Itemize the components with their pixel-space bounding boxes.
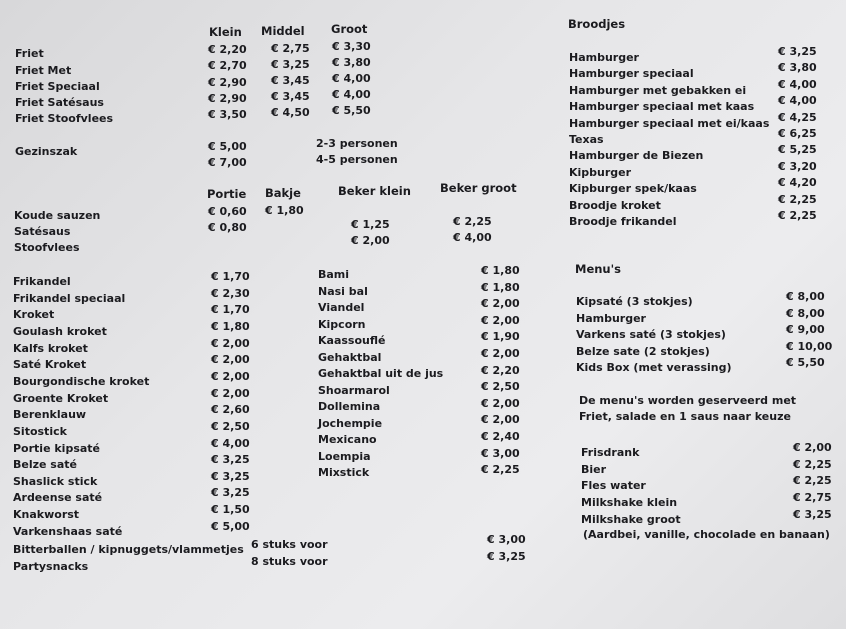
item-price: € 7,00 — [208, 156, 247, 169]
item-price: € 2,00 — [481, 396, 520, 410]
item-price: € 2,00 — [211, 353, 250, 367]
item-name: Hamburger met gebakken ei — [569, 83, 747, 97]
item-price: € 4,50 — [271, 106, 310, 119]
header-middel: Middel — [261, 24, 305, 38]
item-price: € 2,70 — [208, 59, 247, 72]
item-name: Shaslick stick — [13, 474, 98, 488]
item-name: Loempia — [318, 449, 371, 463]
item-price: € 2,75 — [271, 42, 310, 55]
item-name: Bier — [581, 462, 607, 476]
item-name: Belze sate (2 stokjes) — [576, 344, 710, 358]
item-price: € 2,00 — [793, 441, 832, 454]
item-price: € 3,25 — [487, 550, 526, 563]
item-price: € 3,25 — [271, 58, 310, 71]
header-beker-groot: Beker groot — [440, 181, 517, 195]
item-price: € 9,00 — [786, 323, 825, 336]
item-price: € 5,50 — [332, 104, 371, 117]
menus-title: Menu's — [575, 262, 621, 276]
item-price: € 2,00 — [481, 347, 520, 360]
item-name: Nasi bal — [318, 284, 368, 298]
family-size: 4-5 personen — [316, 153, 398, 166]
item-price: € 3,00 — [481, 446, 520, 460]
item-price: € 2,25 — [793, 457, 832, 471]
item-name: Mixstick — [318, 466, 370, 479]
item-price: € 2,75 — [793, 491, 832, 505]
item-name: Mexicano — [318, 433, 377, 446]
header-beker-klein: Beker klein — [338, 184, 411, 198]
item-price: € 5,25 — [778, 143, 817, 157]
item-name: Broodje frikandel — [569, 215, 677, 228]
item-price: € 2,00 — [211, 386, 250, 400]
item-name: Belze saté — [13, 458, 77, 472]
item-name: Texas — [569, 133, 604, 146]
menu-note: Friet, salade en 1 saus naar keuze — [579, 410, 791, 423]
item-price: € 2,20 — [481, 363, 520, 377]
bulk-qty: 6 stuks voor — [251, 538, 328, 551]
gezinszak-label: Gezinszak — [15, 145, 78, 158]
item-name: Stoofvlees — [14, 241, 80, 254]
item-price: € 4,25 — [778, 110, 817, 124]
item-name: Kalfs kroket — [13, 341, 88, 355]
item-price: € 0,80 — [208, 221, 247, 234]
item-price: € 3,80 — [778, 61, 817, 75]
item-name: Goulash kroket — [13, 324, 107, 338]
item-name: Hamburger — [576, 311, 646, 325]
item-price: € 5,50 — [786, 356, 825, 369]
item-price: € 0,60 — [208, 205, 247, 218]
family-size: 2-3 personen — [316, 137, 398, 150]
item-name: Broodje kroket — [569, 198, 661, 212]
item-name: Kipsaté (3 stokjes) — [576, 295, 693, 308]
item-price: € 8,00 — [786, 306, 825, 320]
item-name: Bami — [318, 268, 350, 281]
item-name: Viandel — [318, 301, 365, 314]
item-name: Ardeense saté — [13, 491, 103, 505]
item-price: € 4,00 — [778, 94, 817, 108]
item-price: € 1,90 — [481, 330, 520, 344]
item-name: Berenklauw — [13, 408, 87, 422]
item-price: € 3,25 — [211, 486, 250, 500]
item-price: € 2,50 — [211, 419, 250, 433]
bulk-qty: 8 stuks voor — [251, 555, 328, 568]
item-price: € 1,70 — [211, 303, 250, 317]
item-price: € 5,00 — [211, 519, 250, 533]
header-groot: Groot — [331, 22, 368, 36]
item-name: Saté Kroket — [13, 358, 87, 372]
item-price: € 4,20 — [778, 176, 817, 190]
item-price: € 5,00 — [208, 140, 247, 153]
item-name: Gehaktbal uit de jus — [318, 367, 444, 380]
item-price: € 2,00 — [481, 313, 520, 327]
item-price: € 1,50 — [211, 503, 250, 517]
item-name: Kaassouflé — [318, 334, 386, 347]
item-name: Hamburger de Biezen — [569, 149, 704, 163]
item-price: € 4,00 — [332, 88, 371, 101]
item-name: Gehaktbal — [318, 350, 382, 364]
item-price: € 2,25 — [778, 209, 817, 222]
item-price: € 1,80 — [265, 204, 304, 217]
item-price: € 3,30 — [332, 40, 371, 53]
item-price: € 2,90 — [208, 76, 247, 89]
header-portie: Portie — [207, 187, 247, 201]
item-price: € 2,00 — [481, 297, 520, 311]
item-name: Milkshake groot — [581, 512, 681, 526]
item-name: Friet Stoofvlees — [15, 112, 114, 125]
item-name: Sitostick — [13, 424, 67, 438]
item-name: Frikandel — [13, 275, 71, 288]
item-price: € 3,80 — [332, 56, 371, 69]
item-price: € 3,25 — [778, 45, 817, 58]
item-price: € 2,00 — [481, 413, 520, 427]
item-price: € 2,90 — [208, 92, 247, 105]
item-price: € 2,25 — [778, 192, 817, 206]
item-price: € 8,00 — [786, 290, 825, 303]
item-name: Friet — [15, 47, 44, 60]
item-name: Portie kipsaté — [13, 441, 101, 455]
item-price: € 1,80 — [211, 319, 250, 333]
item-name: Knakworst — [13, 508, 80, 522]
item-name: Kipcorn — [318, 317, 366, 331]
item-name: Milkshake klein — [581, 496, 678, 510]
item-price: € 1,80 — [481, 264, 520, 277]
item-price: € 4,00 — [211, 436, 250, 450]
item-name: Kids Box (met verassing) — [576, 361, 732, 374]
item-price: € 3,45 — [271, 74, 310, 87]
header-bakje: Bakje — [265, 186, 301, 200]
item-price: € 3,00 — [487, 533, 526, 546]
item-price: € 2,25 — [793, 474, 832, 488]
item-name: Partysnacks — [13, 560, 89, 573]
item-name: Varkenshaas saté — [13, 524, 123, 538]
item-price: € 2,40 — [481, 430, 520, 443]
item-price: € 2,60 — [211, 403, 250, 417]
item-name: Kipburger — [569, 165, 632, 179]
menu-note: De menu's worden geserveerd met — [579, 394, 797, 407]
item-name: Koude sauzen — [14, 209, 101, 222]
item-price: € 10,00 — [786, 339, 833, 353]
item-price: € 3,25 — [211, 469, 250, 483]
item-name: Jochempie — [318, 416, 383, 430]
item-name: Varkens saté (3 stokjes) — [576, 328, 726, 341]
item-name: Hamburger speciaal met kaas — [569, 100, 755, 114]
item-price: € 2,00 — [211, 369, 250, 383]
item-price: € 2,25 — [453, 215, 492, 228]
item-name: Friet Satésaus — [15, 96, 104, 109]
item-name: Satésaus — [14, 225, 71, 238]
item-price: € 2,25 — [481, 463, 520, 477]
item-price: € 2,00 — [351, 234, 390, 247]
item-name: Hamburger speciaal — [569, 67, 694, 81]
item-name: Hamburger — [569, 51, 639, 64]
item-name: Friet Speciaal — [15, 80, 100, 93]
item-price: € 2,50 — [481, 380, 520, 394]
item-name: Dollemina — [318, 400, 381, 413]
item-price: € 1,70 — [211, 270, 250, 283]
item-price: € 6,25 — [778, 127, 817, 140]
item-price: € 4,00 — [453, 231, 492, 244]
item-price: € 3,20 — [778, 159, 817, 173]
item-price: € 3,50 — [208, 108, 247, 121]
item-price: € 2,00 — [211, 336, 250, 350]
item-price: € 3,45 — [271, 90, 310, 103]
item-name: Groente Kroket — [13, 391, 109, 405]
item-name: Kipburger spek/kaas — [569, 182, 697, 196]
item-price: € 3,25 — [793, 507, 832, 521]
item-price: € 1,25 — [351, 218, 390, 231]
milkshake-note: (Aardbei, vanille, chocolade en banaan) — [583, 528, 830, 541]
item-name: Hamburger speciaal met ei/kaas — [569, 116, 770, 130]
header-klein: Klein — [209, 25, 242, 39]
item-name: Shoarmarol — [318, 383, 390, 397]
item-name: Frisdrank — [581, 446, 640, 459]
broodjes-title: Broodjes — [568, 17, 626, 31]
item-price: € 4,00 — [332, 72, 371, 85]
item-name: Fles water — [581, 479, 646, 493]
item-price: € 1,80 — [481, 280, 520, 294]
item-price: € 3,25 — [211, 453, 250, 467]
item-price: € 2,20 — [208, 43, 247, 56]
item-name: Bourgondische kroket — [13, 374, 150, 388]
item-name: Frikandel speciaal — [13, 291, 126, 305]
item-name: Friet Met — [15, 64, 72, 77]
item-price: € 4,00 — [778, 77, 817, 91]
item-name: Bitterballen / kipnuggets/vlammetjes — [13, 543, 244, 556]
item-name: Kroket — [13, 308, 55, 322]
item-price: € 2,30 — [211, 286, 250, 300]
